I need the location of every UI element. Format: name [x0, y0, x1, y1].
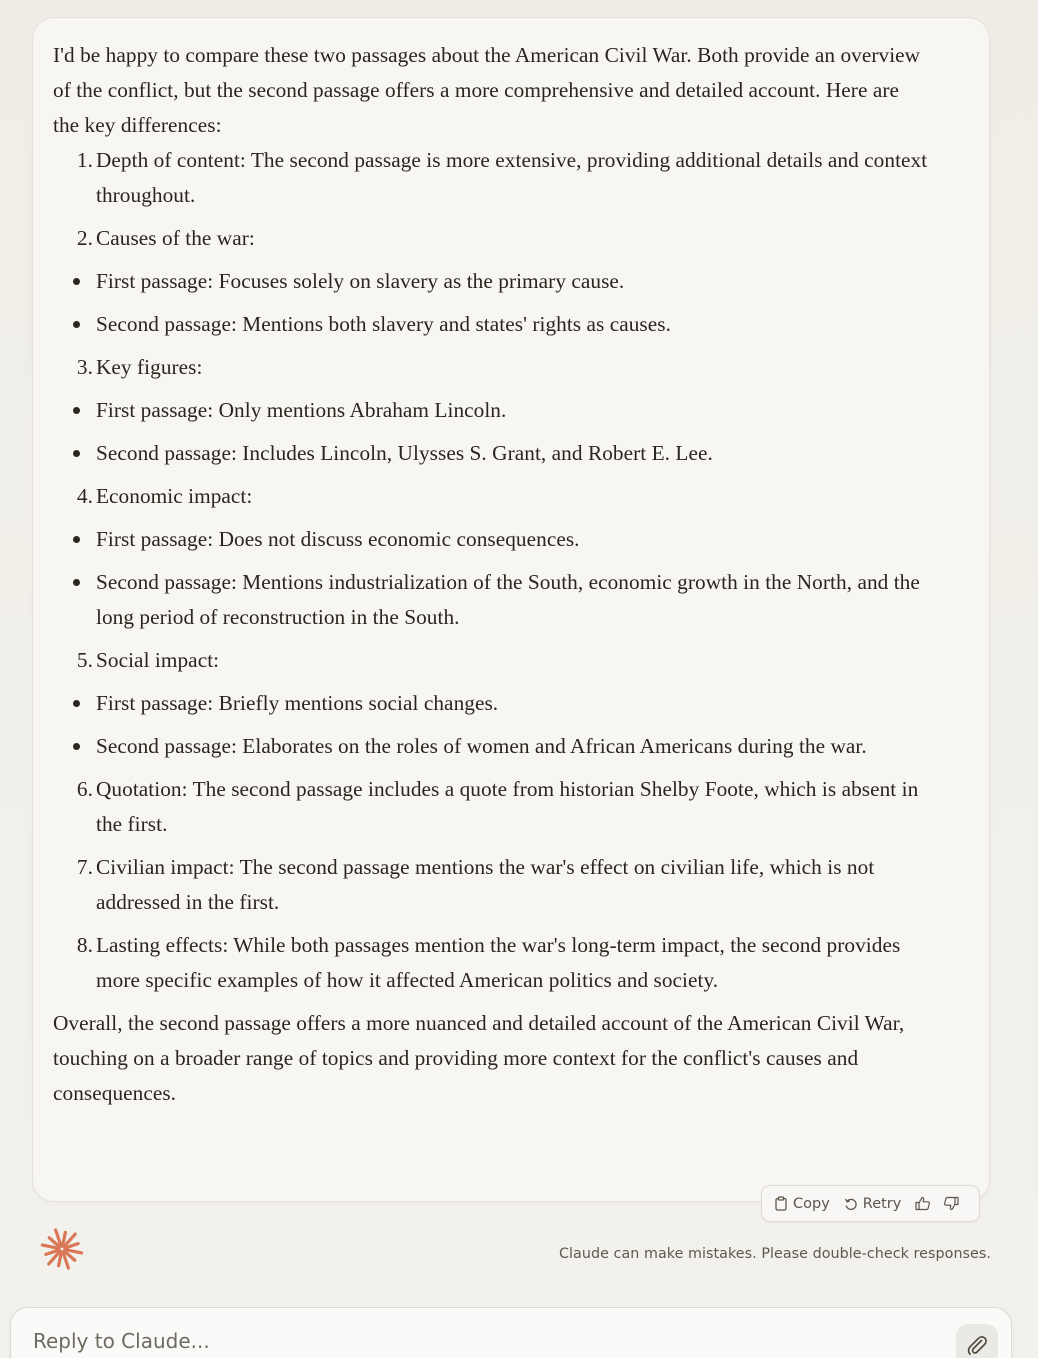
- list-number: 2.: [76, 226, 93, 250]
- list-item-text: Social impact:: [96, 648, 220, 672]
- list-item-text: Second passage: Elaborates on the roles of women and African Americans during the war.: [96, 734, 867, 758]
- numbered-list-item: [53, 479, 929, 514]
- claude-asterisk-icon: [39, 1226, 85, 1272]
- bullet-list-item: [53, 436, 929, 471]
- attach-button[interactable]: [956, 1324, 998, 1358]
- thumbs-up-button[interactable]: [915, 1196, 931, 1211]
- list-item-text: Lasting effects: While both passages mention the war's long-term impact, the second provides more specific examples of how it affected American politics and society.: [96, 933, 901, 992]
- retry-button[interactable]: [844, 1196, 902, 1212]
- message-actions: [761, 1185, 980, 1222]
- list-item-text: Key figures:: [96, 355, 203, 379]
- list-number: 7.: [76, 855, 93, 879]
- bullet-dot-icon: [73, 278, 80, 285]
- list-item-text: Causes of the war:: [96, 226, 255, 250]
- thumbs-down-button[interactable]: [943, 1196, 959, 1211]
- disclaimer-text: Claude can make mistakes. Please double-check responses.: [559, 1246, 991, 1262]
- thumbs-down-icon: [943, 1196, 959, 1211]
- list-item-text: First passage: Briefly mentions social changes.: [96, 691, 499, 715]
- list-number: 4.: [76, 484, 93, 508]
- list-item-text: Quotation: The second passage includes a quote from historian Shelby Foote, which is absent in the first.: [96, 777, 919, 836]
- list-number: 1.: [76, 148, 93, 172]
- differences-list: [53, 143, 929, 998]
- bullet-list-item: [53, 393, 929, 428]
- bullet-list-item: [53, 565, 929, 635]
- list-item-text: Second passage: Mentions industrialization of the South, economic growth in the North, and the long period of reconstruction in the South.: [96, 570, 920, 629]
- bullet-list-item: [53, 729, 929, 764]
- copy-button[interactable]: [774, 1196, 830, 1212]
- bullet-dot-icon: [73, 407, 80, 414]
- copy-label: Copy: [793, 1195, 830, 1212]
- list-number: 8.: [76, 933, 93, 957]
- bullet-list-item: [53, 522, 929, 557]
- message-intro: I'd be happy to compare these two passages about the American Civil War. Both provide an overview of the conflict, but the second passage offers a more comprehensive and detailed account. Here are the key differences:: [53, 43, 921, 137]
- list-item-text: Second passage: Includes Lincoln, Ulysses S. Grant, and Robert E. Lee.: [96, 441, 713, 465]
- numbered-list-item: [53, 143, 929, 213]
- list-item-text: Depth of content: The second passage is more extensive, providing additional details and context throughout.: [96, 148, 928, 207]
- numbered-list-item: [53, 850, 929, 920]
- bullet-dot-icon: [73, 743, 80, 750]
- message-body: [53, 38, 929, 1111]
- reply-input[interactable]: [33, 1329, 913, 1353]
- list-number: 3.: [76, 355, 93, 379]
- numbered-list-item: [53, 350, 929, 385]
- list-item-text: Second passage: Mentions both slavery and states' rights as causes.: [96, 312, 671, 336]
- list-number: 5.: [76, 648, 93, 672]
- numbered-list-item: [53, 772, 929, 842]
- numbered-list-item: [53, 928, 929, 998]
- bullet-dot-icon: [73, 700, 80, 707]
- clipboard-icon: [774, 1196, 788, 1211]
- list-item-text: First passage: Does not discuss economic consequences.: [96, 527, 580, 551]
- list-number: 6.: [76, 777, 93, 801]
- list-item-text: Economic impact:: [96, 484, 253, 508]
- message-conclusion: Overall, the second passage offers a more nuanced and detailed account of the American Civil War, touching on a broader range of topics and providing more context for the conflict's causes and consequences.: [53, 1011, 905, 1105]
- numbered-list-item: [53, 643, 929, 678]
- bullet-list-item: [53, 686, 929, 721]
- paperclip-icon: [966, 1334, 988, 1356]
- list-item-text: Civilian impact: The second passage mentions the war's effect on civilian life, which is not addressed in the first.: [96, 855, 875, 914]
- reply-composer: [10, 1307, 1012, 1358]
- list-item-text: First passage: Only mentions Abraham Lincoln.: [96, 398, 507, 422]
- bullet-dot-icon: [73, 579, 80, 586]
- retry-label: Retry: [862, 1195, 902, 1212]
- bullet-dot-icon: [73, 321, 80, 328]
- bullet-list-item: [53, 264, 929, 299]
- bullet-list-item: [53, 307, 929, 342]
- assistant-message: [32, 17, 990, 1202]
- thumbs-up-icon: [915, 1196, 931, 1211]
- bullet-dot-icon: [73, 450, 80, 457]
- list-item-text: First passage: Focuses solely on slavery as the primary cause.: [96, 269, 625, 293]
- retry-icon: [844, 1197, 858, 1211]
- bullet-dot-icon: [73, 536, 80, 543]
- numbered-list-item: [53, 221, 929, 256]
